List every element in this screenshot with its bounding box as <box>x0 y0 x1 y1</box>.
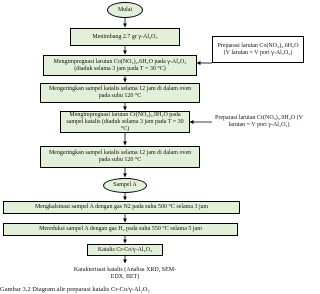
step-reduce: Mereduksi sampel A dengan gas H₂ pada suhu 550 °C selama 5 jam <box>3 223 238 236</box>
step-calcine: Mengkalsinasi sampel A dengan gas N2 pada suhu 500 °C selama 3 jam <box>3 201 240 214</box>
start-node: Mulai <box>107 2 143 18</box>
sample-node: Sampel A <box>103 178 147 193</box>
step-dry-1: Mengeringkan sampel katalis selama 12 jam di dalam oven pada suhu 120 °C <box>40 83 200 103</box>
step-dry-2: Mengeringkan sampel katalis selama 12 jam di dalam oven pada suhu 120 °C <box>40 146 200 168</box>
result-node: Katalis Cr-Co/γ-Al₂O₃ <box>87 244 163 256</box>
side-prep-co: Preparasi larutan Co(NO₃)₂.6H₂O (V larutan = V pori γ-Al₂O₃) <box>212 36 304 63</box>
figure-caption: Gambar 3.2 Diagram alir preparasi katalis Cr-Co/γ-Al₂O₃ <box>0 286 150 293</box>
characterization-text: Karakterisasi katalis (Analisa XRD, SEM-EDX, BET) <box>73 267 177 280</box>
step-weigh: Menimbang 2.7 gr γ-Al₂O₃ <box>70 28 180 46</box>
step-impregnate-co: Mengimpregnasi larutan Co(NO₃)₂.6H₂O pada γ-Al₂O₃ (diaduk selama 3 jam pada T = 30 °C) <box>43 55 197 76</box>
side-prep-cr: Preparasi larutan Cr(NO₃)₃.9H₂O (V larutan = V pori γ-Al₂O₃) <box>215 115 303 128</box>
step-impregnate-cr: Mengimpregnasi larutan Cr(NO₃)₃.9H₂O pada sampel katalis (diaduk selama 3 jam pada T = 30 °C) <box>60 111 190 133</box>
